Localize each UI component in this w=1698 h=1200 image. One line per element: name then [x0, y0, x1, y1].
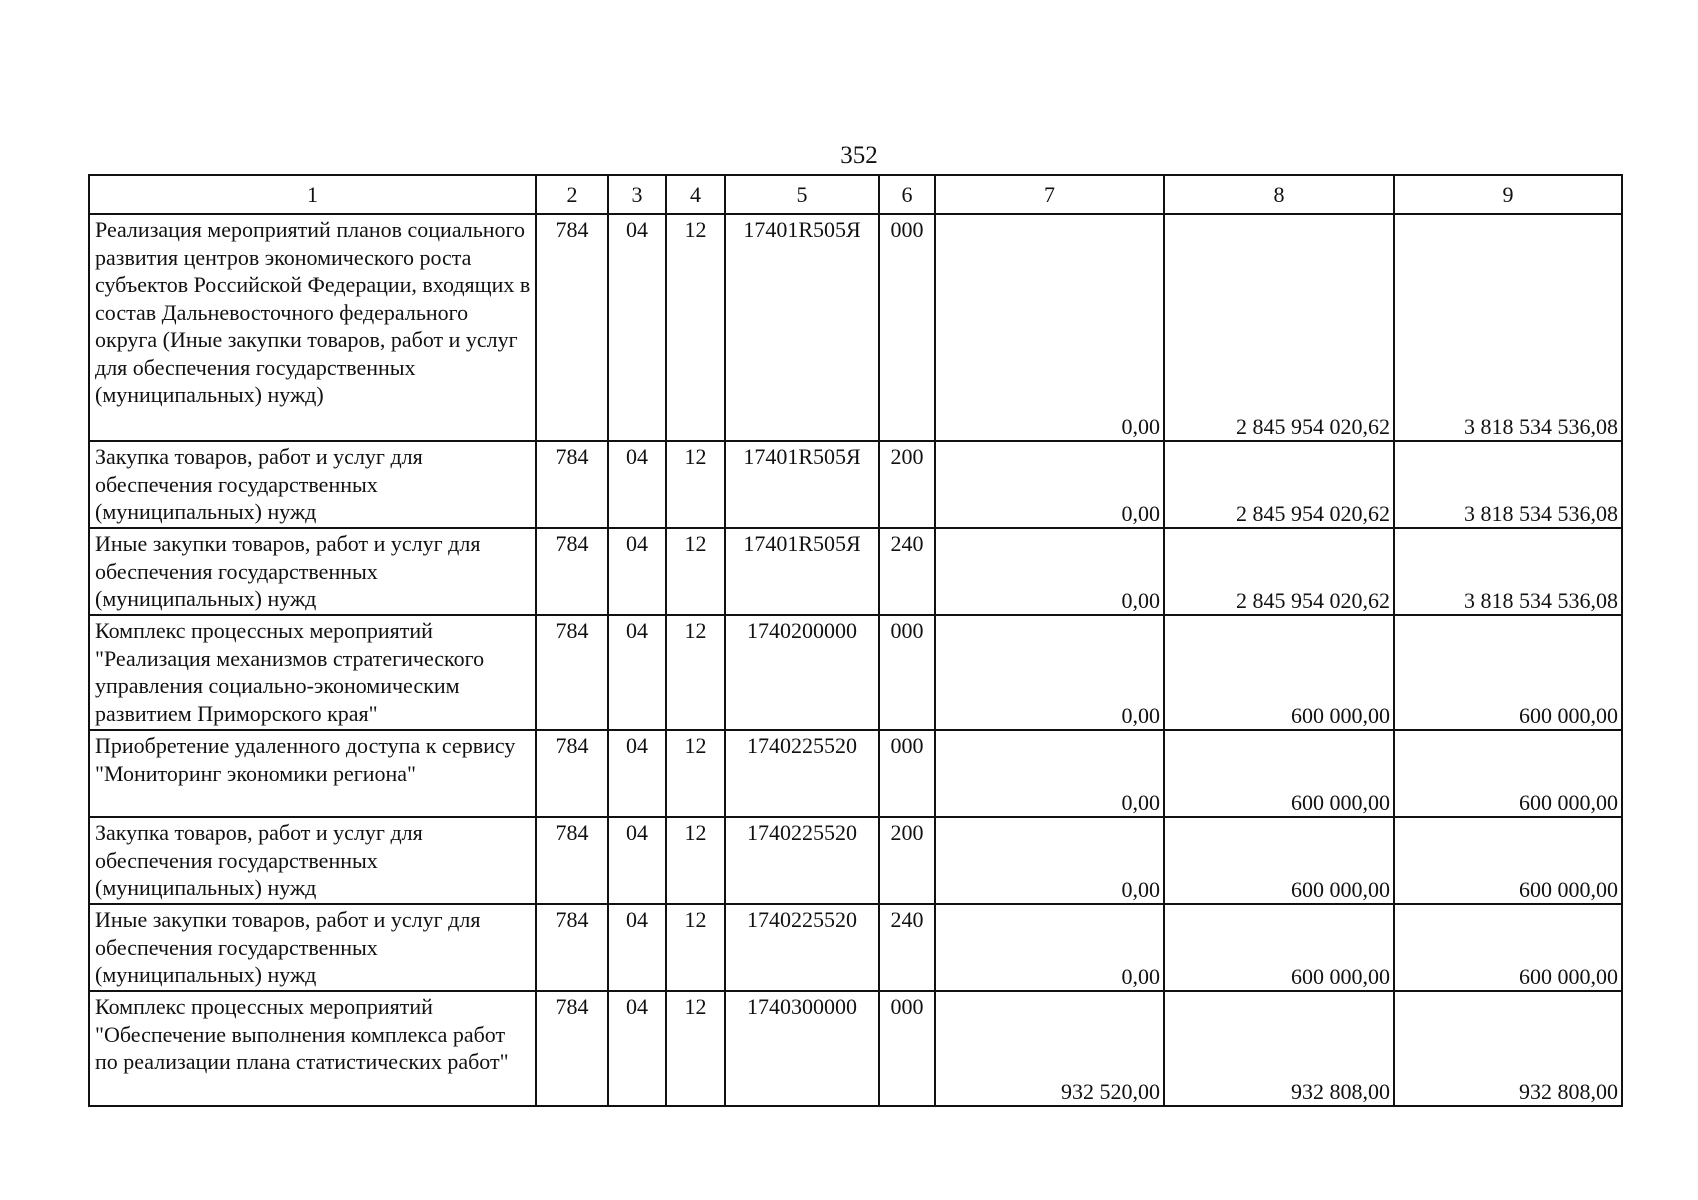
amount-col9-cell: 600 000,00 — [1394, 730, 1622, 817]
table-row — [89, 730, 1622, 817]
amount-col9-cell: 600 000,00 — [1394, 615, 1622, 730]
target-article-cell: 1740225520 — [725, 817, 879, 904]
expense-type-cell: 000 — [879, 991, 935, 1106]
section-code-cell: 04 — [608, 214, 666, 441]
column-header-7: 7 — [935, 175, 1164, 214]
amount-col7-cell: 0,00 — [935, 441, 1164, 528]
amount-col8-cell: 2 845 954 020,62 — [1164, 441, 1394, 528]
expense-type-cell: 200 — [879, 441, 935, 528]
column-header-3: 3 — [608, 175, 666, 214]
amount-col9-cell: 3 818 534 536,08 — [1394, 528, 1622, 615]
table-row — [89, 991, 1622, 1106]
section-code-cell: 04 — [608, 730, 666, 817]
ministry-code-cell: 784 — [536, 214, 608, 441]
amount-col7-cell: 0,00 — [935, 615, 1164, 730]
expense-type-cell: 240 — [879, 528, 935, 615]
subsection-code-cell: 12 — [666, 991, 725, 1106]
expense-type-cell: 000 — [879, 730, 935, 817]
column-header-2: 2 — [536, 175, 608, 214]
target-article-cell: 1740300000 — [725, 991, 879, 1106]
amount-col7-cell: 0,00 — [935, 730, 1164, 817]
section-code-cell: 04 — [608, 615, 666, 730]
ministry-code-cell: 784 — [536, 615, 608, 730]
target-article-cell: 17401R505Я — [725, 528, 879, 615]
target-article-cell: 1740200000 — [725, 615, 879, 730]
table-row — [89, 817, 1622, 904]
amount-col8-cell: 600 000,00 — [1164, 904, 1394, 991]
subsection-code-cell: 12 — [666, 817, 725, 904]
expense-type-cell: 000 — [879, 214, 935, 441]
section-code-cell: 04 — [608, 441, 666, 528]
amount-col7-cell: 0,00 — [935, 214, 1164, 441]
target-article-cell: 1740225520 — [725, 730, 879, 817]
ministry-code-cell: 784 — [536, 817, 608, 904]
target-article-cell: 17401R505Я — [725, 214, 879, 441]
amount-col9-cell: 3 818 534 536,08 — [1394, 441, 1622, 528]
amount-col7-cell: 0,00 — [935, 904, 1164, 991]
row-name-cell: Закупка товаров, работ и услуг для обеспечения государственных (муниципальных) нужд — [89, 441, 536, 528]
column-header-4: 4 — [666, 175, 725, 214]
table-row — [89, 528, 1622, 615]
subsection-code-cell: 12 — [666, 528, 725, 615]
table-row — [89, 904, 1622, 991]
row-name-cell: Иные закупки товаров, работ и услуг для обеспечения государственных (муниципальных) нужд — [89, 904, 536, 991]
ministry-code-cell: 784 — [536, 730, 608, 817]
amount-col7-cell: 932 520,00 — [935, 991, 1164, 1106]
table-row — [89, 615, 1622, 730]
budget-table — [88, 174, 1623, 1107]
subsection-code-cell: 12 — [666, 615, 725, 730]
row-name-cell: Иные закупки товаров, работ и услуг для обеспечения государственных (муниципальных) нужд — [89, 528, 536, 615]
amount-col8-cell: 600 000,00 — [1164, 817, 1394, 904]
amount-col8-cell: 600 000,00 — [1164, 730, 1394, 817]
amount-col7-cell: 0,00 — [935, 817, 1164, 904]
ministry-code-cell: 784 — [536, 528, 608, 615]
section-code-cell: 04 — [608, 991, 666, 1106]
ministry-code-cell: 784 — [536, 991, 608, 1106]
row-name-cell: Комплекс процессных мероприятий "Реализация механизмов стратегического управления социально-экономическим развитием Приморского края" — [89, 615, 536, 730]
row-name-cell: Закупка товаров, работ и услуг для обеспечения государственных (муниципальных) нужд — [89, 817, 536, 904]
amount-col9-cell: 3 818 534 536,08 — [1394, 214, 1622, 441]
amount-col8-cell: 932 808,00 — [1164, 991, 1394, 1106]
expense-type-cell: 200 — [879, 817, 935, 904]
section-code-cell: 04 — [608, 904, 666, 991]
column-header-6: 6 — [879, 175, 935, 214]
subsection-code-cell: 12 — [666, 730, 725, 817]
expense-type-cell: 240 — [879, 904, 935, 991]
amount-col8-cell: 2 845 954 020,62 — [1164, 214, 1394, 441]
subsection-code-cell: 12 — [666, 904, 725, 991]
target-article-cell: 17401R505Я — [725, 441, 879, 528]
amount-col8-cell: 2 845 954 020,62 — [1164, 528, 1394, 615]
row-name-cell: Комплекс процессных мероприятий "Обеспечение выполнения комплекса работ по реализации плана статистических работ" — [89, 991, 536, 1106]
subsection-code-cell: 12 — [666, 214, 725, 441]
amount-col8-cell: 600 000,00 — [1164, 615, 1394, 730]
ministry-code-cell: 784 — [536, 441, 608, 528]
column-header-8: 8 — [1164, 175, 1394, 214]
ministry-code-cell: 784 — [536, 904, 608, 991]
row-name-cell: Реализация мероприятий планов социального развития центров экономического роста субъектов Российской Федерации, входящих в состав Дальневосточного федерального округа (Иные закупки товаров, работ и услуг для обеспечения государственных (муниципальных) нужд) — [89, 214, 536, 441]
expense-type-cell: 000 — [879, 615, 935, 730]
table-row — [89, 214, 1622, 441]
column-header-9: 9 — [1394, 175, 1622, 214]
section-code-cell: 04 — [608, 817, 666, 904]
target-article-cell: 1740225520 — [725, 904, 879, 991]
section-code-cell: 04 — [608, 528, 666, 615]
amount-col7-cell: 0,00 — [935, 528, 1164, 615]
amount-col9-cell: 600 000,00 — [1394, 817, 1622, 904]
column-header-5: 5 — [725, 175, 879, 214]
subsection-code-cell: 12 — [666, 441, 725, 528]
amount-col9-cell: 600 000,00 — [1394, 904, 1622, 991]
row-name-cell: Приобретение удаленного доступа к сервису "Мониторинг экономики региона" — [89, 730, 536, 817]
table-header-row — [89, 175, 1622, 214]
table-row — [89, 441, 1622, 528]
column-header-1: 1 — [89, 175, 536, 214]
page-number: 352 — [840, 142, 878, 169]
amount-col9-cell: 932 808,00 — [1394, 991, 1622, 1106]
